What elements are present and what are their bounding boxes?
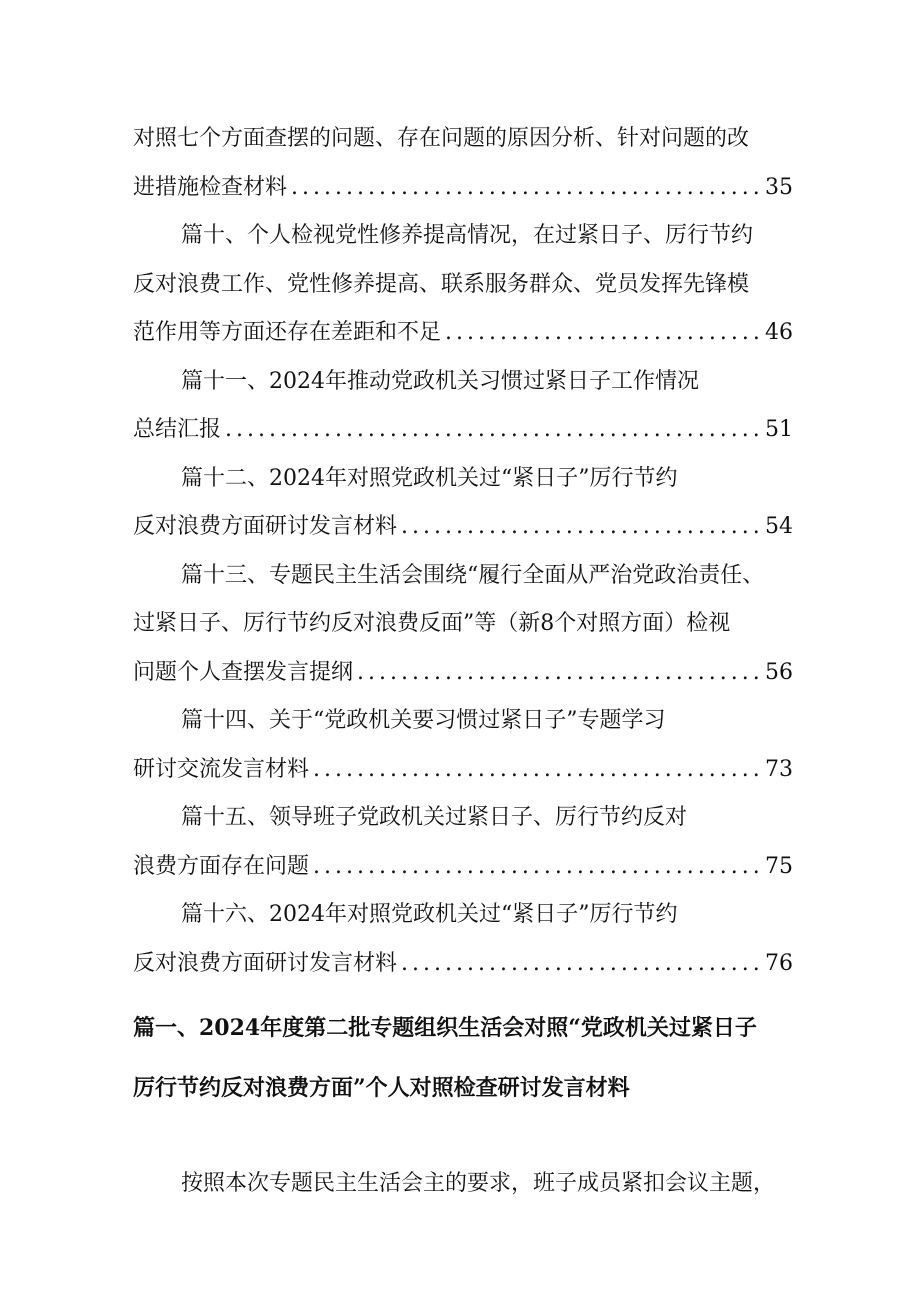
toc-leader-dots [309, 843, 763, 892]
toc-entry-text: 浪费方面存在问题 [133, 853, 310, 879]
toc-entry [133, 891, 793, 988]
toc-entry-line: 篇十三、专题民主生活会围绕“履行全面从严治党政治责任、 [181, 562, 765, 588]
toc-entry [133, 697, 793, 794]
toc-entry-final-line [133, 164, 793, 213]
table-of-contents [133, 115, 793, 988]
toc-entry-final-line [133, 649, 793, 698]
toc-entry [133, 212, 793, 358]
toc-leader-dots [221, 406, 763, 455]
toc-entry-line: 篇十、个人检视党性修养提高情况，在过紧日子、厉行节约 [181, 223, 754, 248]
body-paragraph: 按照本次专题民主生活会主的要求，班子成员紧扣会议主题， [181, 1171, 776, 1196]
toc-entry-line: 反对浪费工作、党性修养提高、联系服务群众、党员发挥先锋模 [133, 271, 750, 297]
toc-entry-line: 篇十二、2024年对照党政机关过“紧日子”厉行节约 [181, 465, 678, 491]
toc-page-number: 75 [765, 853, 793, 879]
toc-entry [133, 552, 793, 698]
toc-leader-dots [397, 940, 763, 989]
toc-entry-final-line [133, 406, 793, 455]
toc-entry-text: 问题个人查摆发言提纲 [133, 659, 354, 685]
section-heading-line-2: 厉行节约反对浪费方面”个人对照检查研讨发言材料 [133, 1075, 630, 1101]
section-heading-line-1: 篇一、2024年度第二批专题组织生活会对照“党政机关过紧日子 [133, 1015, 757, 1041]
toc-entry-line: 对照七个方面查摆的问题、存在问题的原因分析、针对问题的改 [133, 126, 750, 151]
toc-entry-final-line [133, 940, 793, 989]
toc-entry-final-line [133, 503, 793, 552]
toc-page-number: 76 [765, 950, 793, 976]
toc-page-number: 54 [765, 514, 793, 539]
toc-entry-final-line [133, 843, 793, 892]
toc-entry-line: 篇十六、2024年对照党政机关过“紧日子”厉行节约 [181, 902, 678, 927]
section-heading [133, 998, 803, 1118]
toc-leader-dots [397, 503, 763, 552]
toc-page-number: 35 [765, 174, 793, 200]
toc-entry-text: 反对浪费方面研讨发言材料 [133, 514, 398, 539]
toc-page-number: 56 [765, 659, 793, 685]
toc-page-number: 73 [765, 756, 793, 782]
toc-entry-final-line [133, 309, 793, 358]
toc-page-number: 51 [765, 417, 793, 442]
toc-entry-line: 过紧日子、厉行节约反对浪费反面”等（新8个对照方面）检视 [133, 611, 731, 636]
toc-entry [133, 115, 793, 212]
toc-entry-line: 篇十四、关于“党政机关要习惯过紧日子”专题学习 [181, 708, 666, 733]
toc-entry-text: 总结汇报 [133, 417, 222, 442]
toc-entry [133, 358, 793, 455]
toc-entry-text: 进措施检查材料 [133, 174, 288, 200]
toc-entry-text: 研讨交流发言材料 [133, 756, 310, 782]
toc-leader-dots [309, 746, 763, 795]
toc-entry-line: 篇十一、2024年推动党政机关习惯过紧日子工作情况 [181, 368, 699, 394]
toc-leader-dots [353, 649, 763, 698]
toc-entry-line: 篇十五、领导班子党政机关过紧日子、厉行节约反对 [181, 805, 688, 830]
toc-page-number: 46 [765, 320, 793, 345]
toc-entry-final-line [133, 746, 793, 795]
toc-leader-dots [287, 164, 763, 213]
toc-entry [133, 455, 793, 552]
toc-entry-text: 反对浪费方面研讨发言材料 [133, 950, 398, 976]
toc-entry-text: 范作用等方面还存在差距和不足 [133, 320, 442, 345]
toc-leader-dots [441, 309, 763, 358]
toc-entry [133, 794, 793, 891]
